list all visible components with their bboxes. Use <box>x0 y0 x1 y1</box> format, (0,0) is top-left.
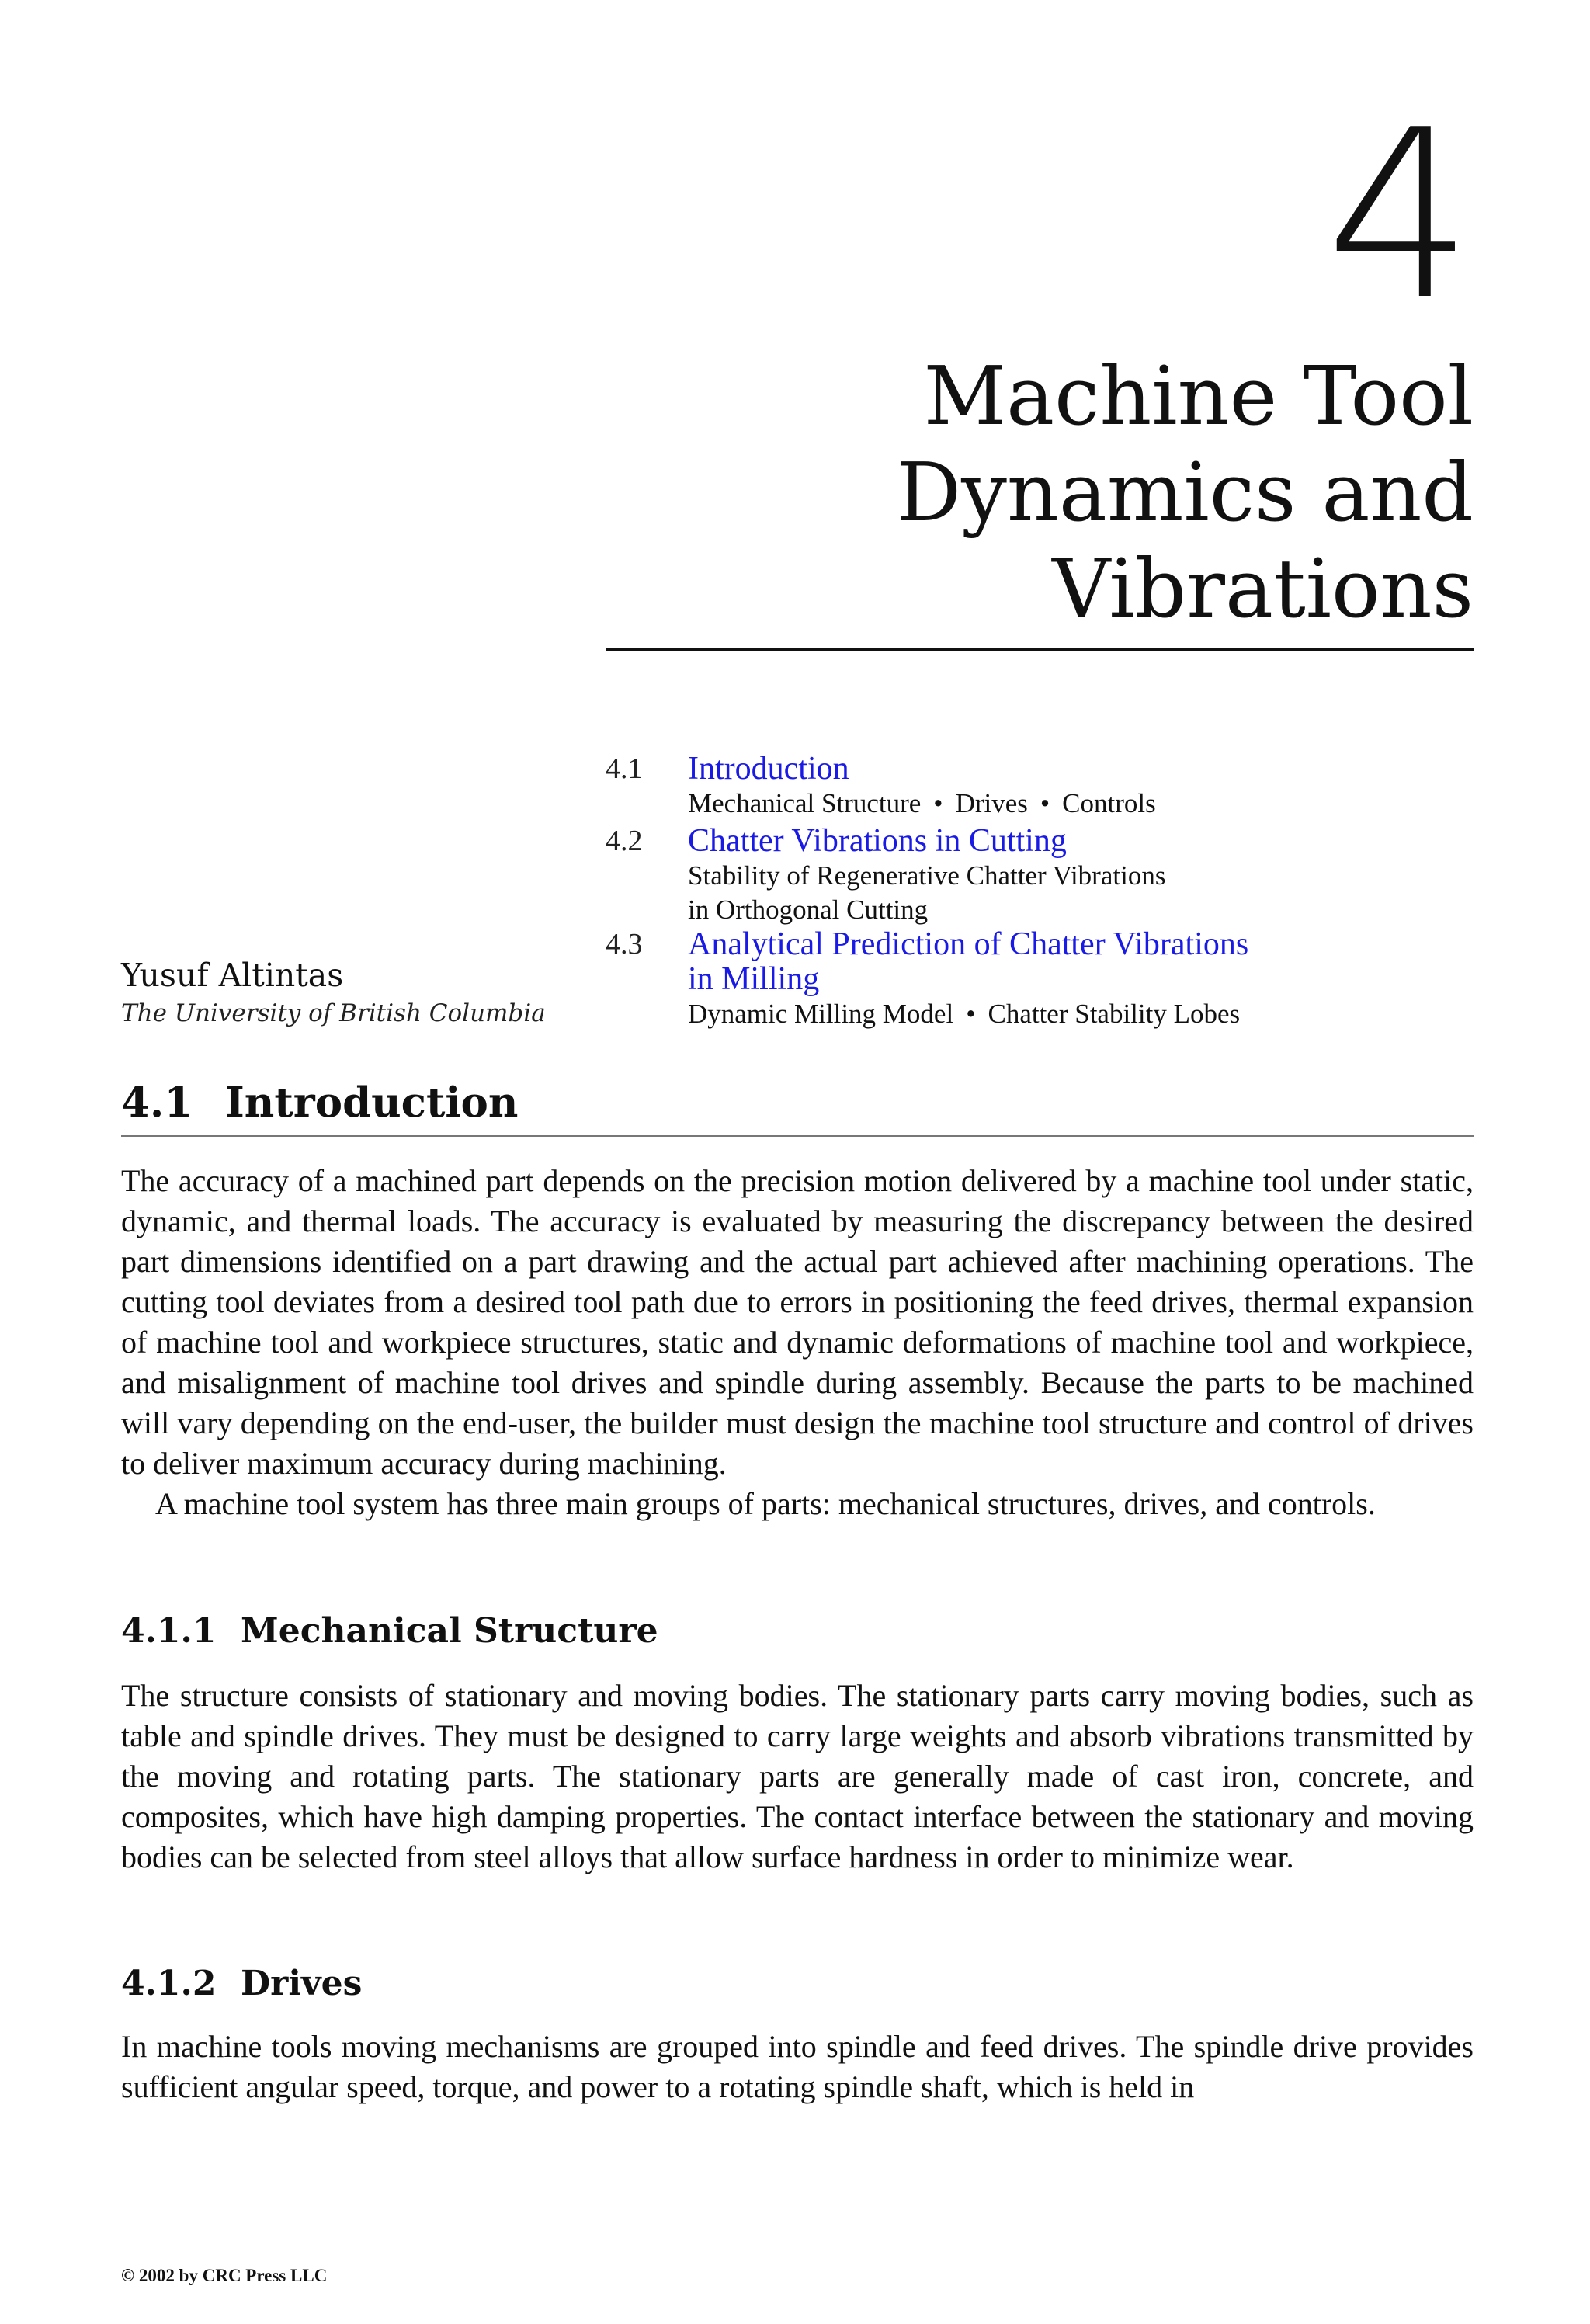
toc-link-line: in Milling <box>688 961 820 997</box>
toc-subtopic: Stability of Regenerative Chatter Vibrations <box>688 860 1166 891</box>
toc-link-chatter-vibrations[interactable]: Chatter Vibrations in Cutting <box>688 823 1067 859</box>
section-body <box>121 1161 1474 1524</box>
toc-subtopic: Chatter Stability Lobes <box>988 999 1241 1029</box>
toc-entry-4-3 <box>606 927 1474 1031</box>
toc-link-introduction[interactable]: Introduction <box>688 751 849 787</box>
chapter-title-line: Dynamics and <box>896 445 1474 540</box>
toc-number: 4.2 <box>606 825 643 857</box>
toc-subtopics: Dynamic Milling Model • Chatter Stability Lobes <box>688 999 1241 1029</box>
section-title: Introduction <box>225 1079 519 1127</box>
toc-link-line: Analytical Prediction of Chatter Vibrations <box>688 926 1249 962</box>
paragraph: The structure consists of stationary and moving bodies. The stationary parts carry moving bodies, such as table and spindle drives. They must be designed to carry large weights and absorb vibrations transmitted by the moving and rotating parts. The stationary parts are generally made of cast iron, concrete, and composites, which have high damping properties. The contact interface between the stationary and moving bodies can be selected from steel alloys that allow surface hardness in order to minimize wear. <box>121 1678 1474 1874</box>
toc-subtopics: Mechanical Structure • Drives • Controls <box>688 788 1156 818</box>
paragraph: The accuracy of a machined part depends on the precision motion delivered by a machine tool under static, dynamic, and thermal loads. The accuracy is evaluated by measuring the discrepancy between the desired part dimensions identified on a part drawing and the actual part achieved after machining operations. The cutting tool deviates from a desired tool path due to errors in positioning the feed drives, thermal expansion of machine tool and workpiece structures, static and dynamic deformations of machine tool and workpiece, and misalignment of machine tool drives and spindle during assembly. Because the parts to be machined will vary depending on the end-user, the builder must design the machine tool structure and control of drives to deliver maximum accuracy during machining. <box>121 1163 1474 1481</box>
toc-subtopic: Dynamic Milling Model <box>688 999 954 1029</box>
subsection-heading <box>121 1610 658 1653</box>
toc-subtopic: Drives <box>955 788 1028 818</box>
chapter-toc <box>606 752 1474 1031</box>
paragraph: A machine tool system has three main groups of parts: mechanical structures, drives, and controls. <box>155 1486 1376 1521</box>
section-number: 4.1 <box>121 1079 193 1127</box>
section-heading <box>121 1078 518 1127</box>
toc-subtopic: in Orthogonal Cutting <box>688 895 929 925</box>
toc-entry-4-2 <box>606 824 1474 927</box>
subsection-number: 4.1.2 <box>121 1964 217 2003</box>
toc-entry-4-1 <box>606 752 1474 821</box>
chapter-number: 4 <box>1325 80 1474 351</box>
toc-link-analytical-prediction[interactable] <box>688 927 1474 997</box>
subsection-title: Mechanical Structure <box>241 1611 658 1651</box>
chapter-title-line: Machine Tool <box>923 349 1474 443</box>
subsection-number: 4.1.1 <box>121 1611 217 1651</box>
chapter-title-line: Vibrations <box>1052 541 1474 636</box>
copyright-notice: © 2002 by CRC Press LLC <box>121 2266 328 2285</box>
subsection-title: Drives <box>241 1964 363 2003</box>
chapter-title <box>697 348 1474 637</box>
section-divider <box>121 1135 1474 1137</box>
author-affiliation: The University of British Columbia <box>121 999 546 1027</box>
toc-subtopic: Mechanical Structure <box>688 788 922 818</box>
author-block <box>121 955 546 1031</box>
paragraph: In machine tools moving mechanisms are grouped into spindle and feed drives. The spindle drive provides sufficient angular speed, torque, and power to a rotating spindle shaft, which is held in <box>121 2029 1474 2104</box>
subsection-heading <box>121 1962 362 2006</box>
author-name: Yusuf Altintas <box>121 957 344 994</box>
toc-subtopic: Controls <box>1062 788 1156 818</box>
title-divider <box>606 648 1474 651</box>
toc-number: 4.1 <box>606 752 643 785</box>
toc-number: 4.3 <box>606 928 643 961</box>
